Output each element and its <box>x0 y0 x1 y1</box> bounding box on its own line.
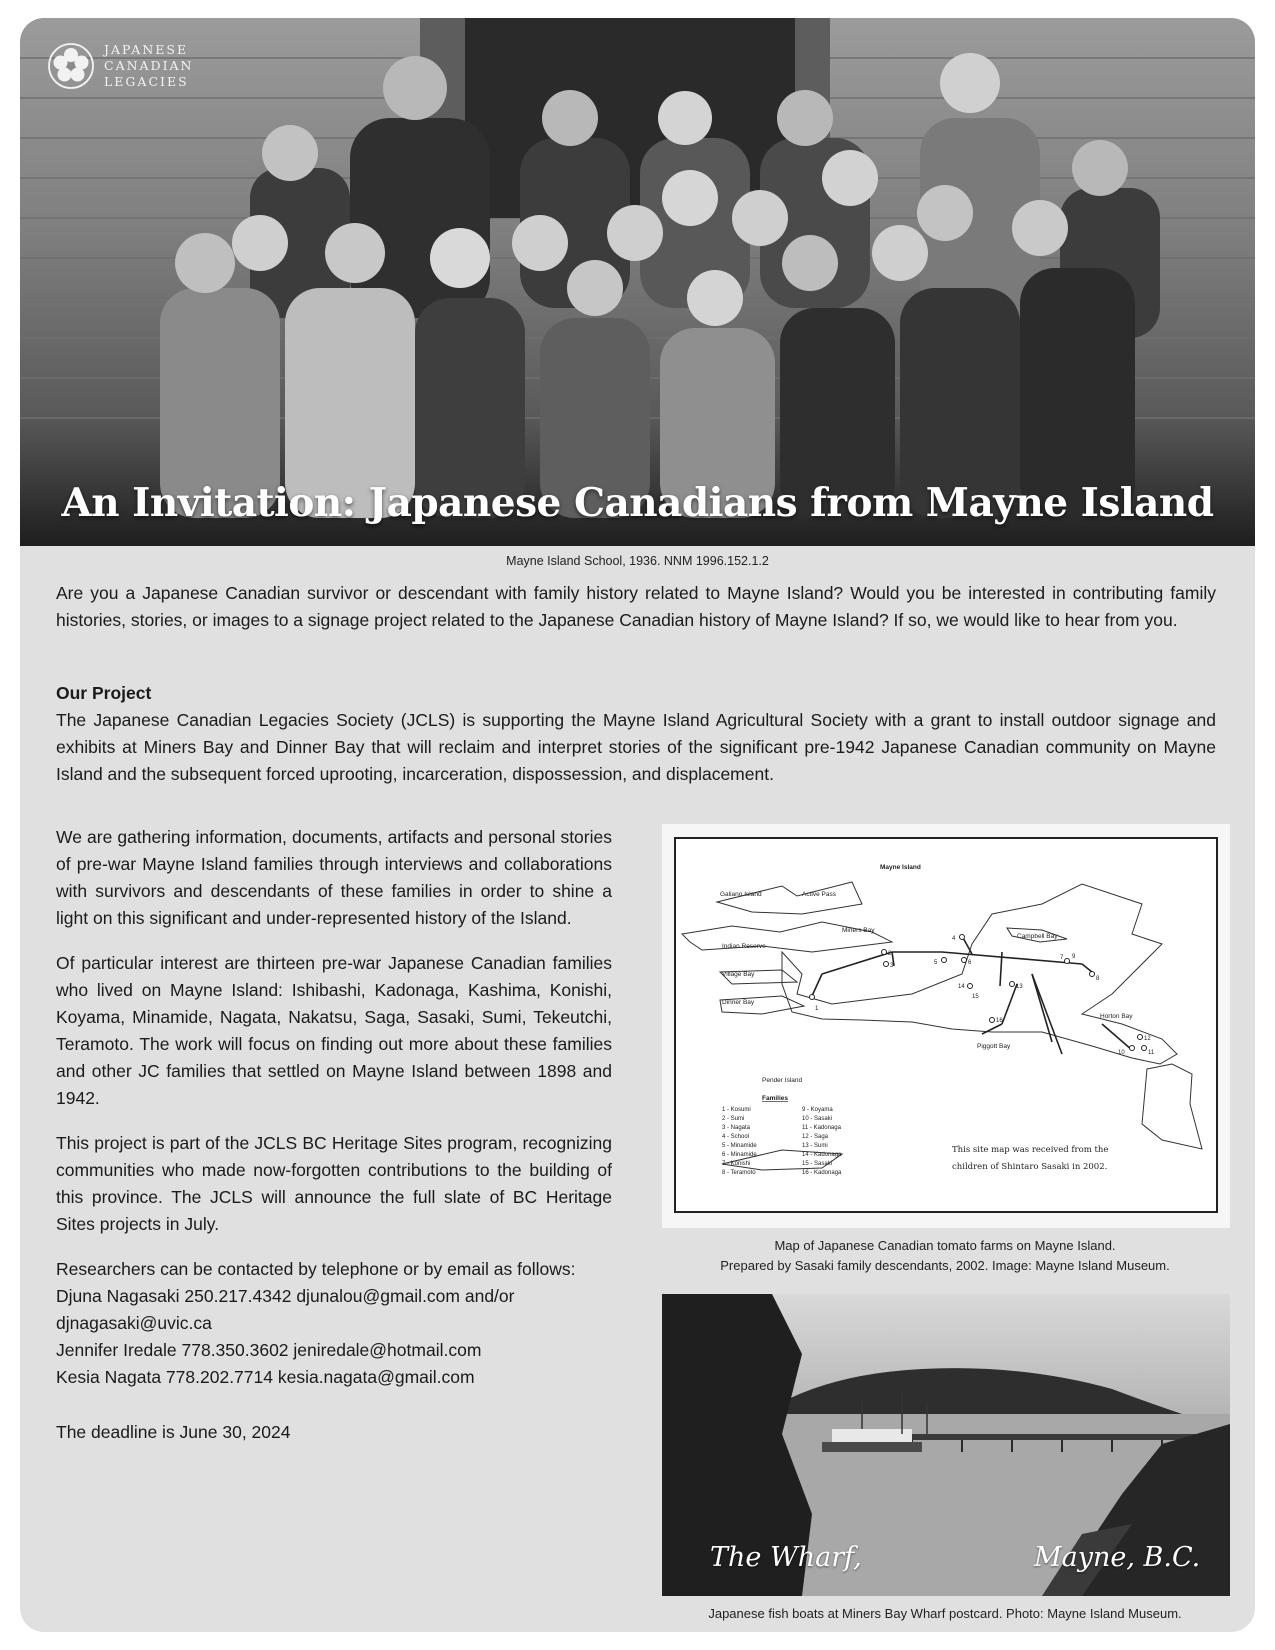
family-entry: 14 - Kadonaga <box>802 1152 842 1158</box>
map-label-campbell-bay: Campbell Bay <box>1017 933 1058 940</box>
family-entry: 16 - Kadonaga <box>802 1170 842 1176</box>
families-heading: Families <box>762 1095 789 1102</box>
farm-number: 12 <box>1144 1036 1151 1042</box>
hero-photo <box>20 18 1255 546</box>
wharf-caption: Japanese fish boats at Miners Bay Wharf postcard. Photo: Mayne Island Museum. <box>708 1606 1182 1621</box>
page-title: An Invitation: Japanese Canadians from Mayne Island <box>61 480 1214 526</box>
project-heading: Our Project <box>56 683 152 703</box>
intro-paragraph: Are you a Japanese Canadian survivor or descendant with family history related to Mayne Island? Would you be interested in contributing family histories, stories, or images to a signage project related to the Japanese Canadian history of Mayne Island? If so, we would like to hear from you. <box>56 583 1216 630</box>
family-entry: 8 - Teramoto <box>722 1170 756 1176</box>
farm-number: 13 <box>1016 984 1023 990</box>
farm-number: 2 <box>888 951 892 957</box>
farm-map-drawing <box>662 824 1230 1228</box>
map-title: Mayne Island <box>880 864 921 871</box>
map-label-active-pass: Active Pass <box>802 891 836 898</box>
map-caption <box>640 1236 1250 1276</box>
map-label-piggott-bay: Piggott Bay <box>977 1043 1011 1050</box>
family-entry: 13 - Sumi <box>802 1143 828 1149</box>
farm-number: 6 <box>968 960 972 966</box>
map-label-indian-reserve: Indian Reserve <box>722 943 766 950</box>
family-entry: 10 - Sasaki <box>802 1116 833 1122</box>
family-entry: 1 - Kosumi <box>722 1107 751 1113</box>
logo-line-1: JAPANESE <box>104 42 189 57</box>
contact-block <box>56 1256 612 1446</box>
farm-number: 5 <box>934 960 938 966</box>
logo-line-2: CANADIAN <box>104 58 194 73</box>
body-column <box>56 824 612 1446</box>
farm-number: 11 <box>1148 1050 1155 1056</box>
map-label-horton-bay: Horton Bay <box>1100 1013 1133 1020</box>
family-entry: 15 - Sasaki <box>802 1161 833 1167</box>
contact-intro: Researchers can be contacted by telephone or by email as follows: <box>56 1259 576 1279</box>
farm-number: 14 <box>958 984 965 990</box>
family-entry: 2 - Sumi <box>722 1116 745 1122</box>
logo-text <box>104 42 193 90</box>
map-note-line-1: This site map was received from the <box>952 1145 1109 1155</box>
family-entry: 7 - Konishi <box>722 1161 751 1167</box>
wharf-postcard <box>662 1294 1230 1596</box>
family-entry: 11 - Kadonaga <box>802 1125 841 1131</box>
map-caption-line-2: Prepared by Sasaki family descendants, 2002. Image: Mayne Island Museum. <box>720 1258 1170 1273</box>
map-note-line-2: children of Shintaro Sasaki in 2002. <box>952 1162 1108 1172</box>
jcl-logo <box>48 42 193 90</box>
map-label-pender: Pender Island <box>762 1077 803 1084</box>
farm-number: 10 <box>1118 1050 1125 1056</box>
farm-number: 16 <box>996 1018 1003 1024</box>
farm-number: 4 <box>952 936 956 942</box>
map-caption-line-1: Map of Japanese Canadian tomato farms on Mayne Island. <box>774 1238 1116 1253</box>
farm-number: 7 <box>1060 955 1064 961</box>
farm-number: 1 <box>815 1006 819 1012</box>
project-section <box>56 680 1216 788</box>
contact-djuna: Djuna Nagasaki 250.217.4342 djunalou@gmail.com and/or djnagasaki@uvic.ca <box>56 1286 515 1333</box>
postcard-script-right: Mayne, B.C. <box>1034 1542 1201 1573</box>
contact-kesia: Kesia Nagata 778.202.7714 kesia.nagata@gmail.com <box>56 1367 475 1387</box>
farm-map <box>662 824 1230 1228</box>
school-photo-illustration <box>20 18 1255 546</box>
farm-number: 3 <box>890 963 894 969</box>
contact-jennifer: Jennifer Iredale 778.350.3602 jeniredale@hotmail.com <box>56 1340 482 1360</box>
family-entry: 4 - School <box>722 1134 750 1140</box>
map-label-miners-bay: Miners Bay <box>842 927 875 934</box>
body-paragraph-1: We are gathering information, documents, artifacts and personal stories of pre-war Mayne Island families through interviews and collaborations with survivors and descendants of these families in order to shine a light on this significant and under-represented history of the Island. <box>56 827 612 928</box>
family-entry: 9 - Koyama <box>802 1107 833 1113</box>
family-entry: 6 - Minamide <box>722 1152 757 1158</box>
farm-number: 8 <box>1096 976 1100 982</box>
map-label-dinner-bay: Dinner Bay <box>722 999 755 1006</box>
family-entry: 12 - Saga <box>802 1134 829 1140</box>
deadline-text: The deadline is June 30, 2024 <box>56 1422 291 1442</box>
map-label-galiano: Galiano Island <box>720 891 762 898</box>
family-entry: 3 - Nagata <box>722 1125 751 1131</box>
postcard-script-left: The Wharf, <box>710 1542 862 1573</box>
flower-crest-icon <box>48 43 94 89</box>
map-label-village-bay: Village Bay <box>722 971 755 978</box>
flyer-page <box>20 18 1255 1632</box>
hero-photo-caption: Mayne Island School, 1936. NNM 1996.152.1.2 <box>506 554 769 568</box>
family-entry: 5 - Minamide <box>722 1143 757 1149</box>
project-body: The Japanese Canadian Legacies Society (JCLS) is supporting the Mayne Island Agricultural Society with a grant to install outdoor signage and exhibits at Miners Bay and Dinner Bay that will reclaim and interpret stories of the significant pre-1942 Japanese Canadian community on Mayne Island and the subsequent forced uprooting, incarceration, dispossession, and displacement. <box>56 710 1216 784</box>
farm-number: 9 <box>1072 954 1076 960</box>
farm-number: 15 <box>972 994 979 1000</box>
body-paragraph-2: Of particular interest are thirteen pre-war Japanese Canadian families who lived on Mayne Island: Ishibashi, Kadonaga, Kashima, Konishi, Koyama, Minamide, Nagata, Nakatsu, Saga, Sasaki, Sumi, Tekeutchi, Teramoto. The work will focus on finding out more about these families and other JC families that settled on Mayne Island between 1898 and 1942. <box>56 953 612 1108</box>
logo-line-3: LEGACIES <box>104 74 189 89</box>
body-paragraph-3: This project is part of the JCLS BC Heritage Sites program, recognizing communities who made now-forgotten contributions to the building of this province. The JCLS will announce the full slate of BC Heritage Sites projects in July. <box>56 1133 612 1234</box>
